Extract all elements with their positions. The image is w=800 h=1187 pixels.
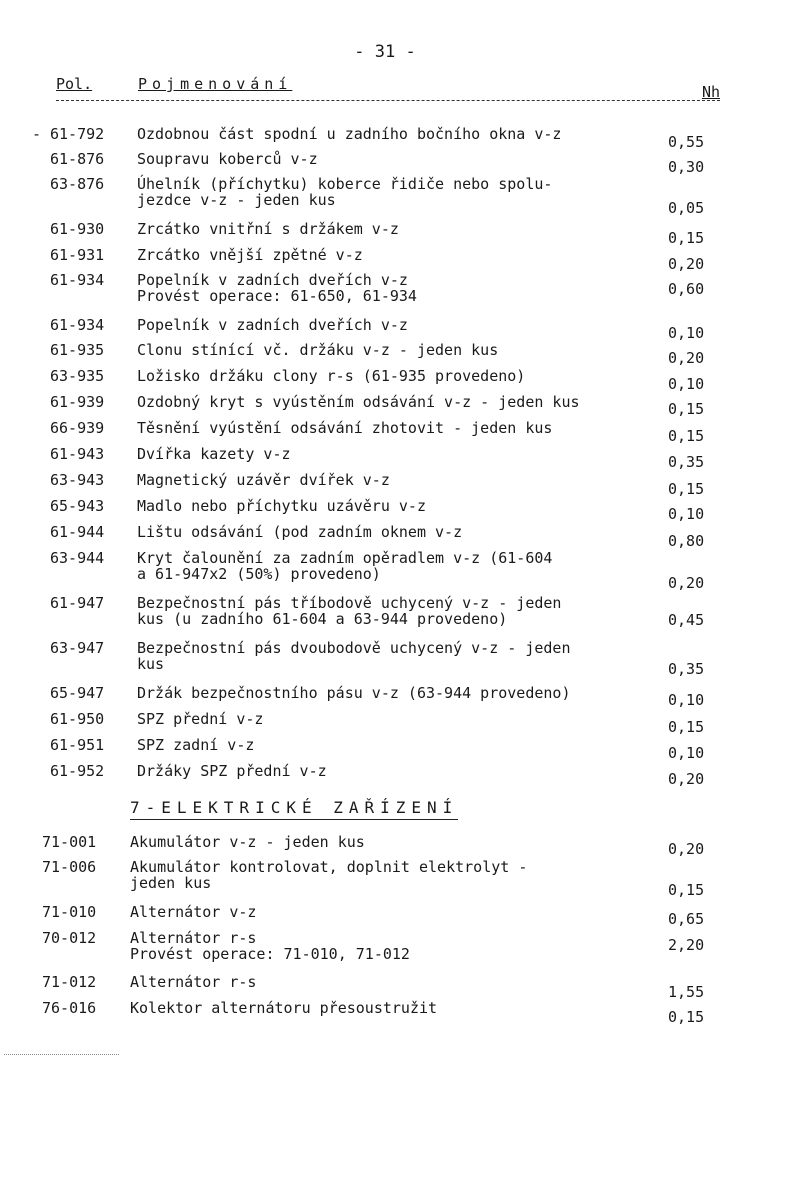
norm-hours: 0,10 bbox=[668, 691, 705, 709]
table-header bbox=[56, 76, 720, 101]
description-line: SPZ přední v-z bbox=[137, 710, 264, 728]
norm-hours: 0,20 bbox=[668, 840, 705, 858]
header-nh: Nh bbox=[701, 83, 720, 101]
item-code: 61-876 bbox=[50, 150, 105, 168]
norm-hours: 0,35 bbox=[668, 660, 705, 678]
item-code: 76-016 bbox=[42, 999, 97, 1017]
description-line: Alternátor r-s bbox=[130, 929, 257, 947]
item-description bbox=[137, 763, 677, 779]
norm-hours: 0,20 bbox=[668, 770, 705, 788]
header-name: Pojmenování bbox=[138, 75, 293, 93]
item-description bbox=[137, 272, 677, 304]
description-line: Provést operace: 71-010, 71-012 bbox=[130, 945, 410, 963]
description-line: Ložisko držáku clony r-s (61-935 provedeno) bbox=[137, 367, 526, 385]
item-code: 71-001 bbox=[42, 833, 97, 851]
norm-hours: 0,15 bbox=[668, 718, 705, 736]
item-description bbox=[137, 420, 677, 436]
description-line: Alternátor r-s bbox=[130, 973, 257, 991]
item-code: 61-934 bbox=[50, 271, 105, 289]
item-code: 71-010 bbox=[42, 903, 97, 921]
item-code: 65-943 bbox=[50, 497, 105, 515]
item-description bbox=[137, 247, 677, 263]
header-pol: Pol. bbox=[56, 75, 93, 93]
description-line: Ozdobný kryt s vyústěním odsávání v-z - jeden kus bbox=[137, 393, 580, 411]
item-code: 63-943 bbox=[50, 471, 105, 489]
item-description bbox=[137, 595, 677, 627]
item-description bbox=[137, 550, 677, 582]
item-code: 61-930 bbox=[50, 220, 105, 238]
item-code: 61-943 bbox=[50, 445, 105, 463]
item-description bbox=[137, 685, 677, 701]
item-description bbox=[137, 126, 677, 142]
norm-hours: 1,55 bbox=[668, 983, 705, 1001]
description-line: Soupravu koberců v-z bbox=[137, 150, 318, 168]
description-line: Kolektor alternátoru přesoustružit bbox=[130, 999, 438, 1017]
norm-hours: 0,15 bbox=[668, 229, 705, 247]
norm-hours: 2,20 bbox=[668, 936, 705, 954]
description-line: jeden kus bbox=[130, 874, 212, 892]
norm-hours: 0,15 bbox=[668, 480, 705, 498]
scan-artifact bbox=[4, 1054, 119, 1055]
item-code: 70-012 bbox=[42, 929, 97, 947]
item-code: 61-792 bbox=[50, 125, 105, 143]
description-line: Magnetický uzávěr dvířek v-z bbox=[137, 471, 390, 489]
description-line: a 61-947x2 (50%) provedeno) bbox=[137, 565, 381, 583]
description-line: Akumulátor v-z - jeden kus bbox=[130, 833, 365, 851]
item-code: 61-944 bbox=[50, 523, 105, 541]
norm-hours: 0,15 bbox=[668, 400, 705, 418]
item-description bbox=[137, 472, 677, 488]
norm-hours: 0,10 bbox=[668, 505, 705, 523]
norm-hours: 0,80 bbox=[668, 532, 705, 550]
description-line: Úhelník (příchytku) koberce řidiče nebo spolu- bbox=[137, 175, 553, 193]
description-line: Ozdobnou část spodní u zadního bočního okna v-z bbox=[137, 125, 562, 143]
item-code: 61-935 bbox=[50, 341, 105, 359]
item-code: 63-947 bbox=[50, 639, 105, 657]
description-line: Lištu odsávání (pod zadním oknem v-z bbox=[137, 523, 463, 541]
item-code: 65-947 bbox=[50, 684, 105, 702]
item-code: 61-947 bbox=[50, 594, 105, 612]
section-title bbox=[130, 800, 458, 816]
norm-hours: 0,10 bbox=[668, 375, 705, 393]
description-line: Kryt čalounění za zadním opěradlem v-z (61-604 bbox=[137, 549, 553, 567]
description-line: kus bbox=[137, 655, 165, 673]
margin-mark: - bbox=[32, 125, 42, 143]
description-line: Akumulátor kontrolovat, doplnit elektrolyt - bbox=[130, 858, 528, 876]
norm-hours: 0,10 bbox=[668, 324, 705, 342]
description-line: Těsnění vyústění odsávání zhotovit - jeden kus bbox=[137, 419, 553, 437]
section-title-text: 7-ELEKTRICKÉ ZAŘÍZENÍ bbox=[130, 798, 458, 820]
norm-hours: 0,55 bbox=[668, 133, 705, 151]
item-description bbox=[137, 368, 677, 384]
item-code: 61-951 bbox=[50, 736, 105, 754]
item-code: 61-939 bbox=[50, 393, 105, 411]
description-line: Popelník v zadních dveřích v-z bbox=[137, 271, 408, 289]
description-line: SPZ zadní v-z bbox=[137, 736, 255, 754]
description-line: Bezpečnostní pás tříbodově uchycený v-z - jeden bbox=[137, 594, 562, 612]
item-description bbox=[137, 446, 677, 462]
norm-hours: 0,15 bbox=[668, 881, 705, 899]
norm-hours: 0,30 bbox=[668, 158, 705, 176]
item-code: 61-952 bbox=[50, 762, 105, 780]
item-description bbox=[137, 394, 677, 410]
description-line: Zrcátko vnitřní s držákem v-z bbox=[137, 220, 399, 238]
norm-hours: 0,20 bbox=[668, 255, 705, 273]
norm-hours: 0,45 bbox=[668, 611, 705, 629]
norm-hours: 0,15 bbox=[668, 1008, 705, 1026]
description-line: Provést operace: 61-650, 61-934 bbox=[137, 287, 417, 305]
item-code: 71-006 bbox=[42, 858, 97, 876]
item-code: 66-939 bbox=[50, 419, 105, 437]
description-line: Dvířka kazety v-z bbox=[137, 445, 291, 463]
item-code: 63-935 bbox=[50, 367, 105, 385]
item-code: 61-931 bbox=[50, 246, 105, 264]
description-line: Bezpečnostní pás dvoubodově uchycený v-z - jeden bbox=[137, 639, 571, 657]
norm-hours: 0,20 bbox=[668, 574, 705, 592]
norm-hours: 0,15 bbox=[668, 427, 705, 445]
item-code: 63-876 bbox=[50, 175, 105, 193]
item-description bbox=[137, 176, 677, 208]
item-description bbox=[137, 498, 677, 514]
norm-hours: 0,60 bbox=[668, 280, 705, 298]
description-line: kus (u zadního 61-604 a 63-944 provedeno) bbox=[137, 610, 508, 628]
item-description bbox=[130, 974, 670, 990]
item-description bbox=[137, 737, 677, 753]
item-description bbox=[137, 711, 677, 727]
description-line: Zrcátko vnější zpětné v-z bbox=[137, 246, 363, 264]
item-description bbox=[130, 1000, 670, 1016]
item-description bbox=[137, 342, 677, 358]
page-number: - 31 - bbox=[354, 42, 416, 62]
item-code: 71-012 bbox=[42, 973, 97, 991]
item-description bbox=[137, 317, 677, 333]
item-code: 63-944 bbox=[50, 549, 105, 567]
item-code: 61-934 bbox=[50, 316, 105, 334]
norm-hours: 0,05 bbox=[668, 199, 705, 217]
item-description bbox=[137, 640, 677, 672]
item-code: 61-950 bbox=[50, 710, 105, 728]
item-description bbox=[137, 151, 677, 167]
item-description bbox=[137, 221, 677, 237]
norm-hours: 0,10 bbox=[668, 744, 705, 762]
norm-hours: 0,65 bbox=[668, 910, 705, 928]
description-line: Držáky SPZ přední v-z bbox=[137, 762, 327, 780]
description-line: Clonu stínící vč. držáku v-z - jeden kus bbox=[137, 341, 499, 359]
item-description bbox=[137, 524, 677, 540]
item-description bbox=[130, 930, 670, 962]
item-description bbox=[130, 859, 670, 891]
description-line: Popelník v zadních dveřích v-z bbox=[137, 316, 408, 334]
description-line: jezdce v-z - jeden kus bbox=[137, 191, 336, 209]
norm-hours: 0,35 bbox=[668, 453, 705, 471]
item-description bbox=[130, 834, 670, 850]
description-line: Madlo nebo příchytku uzávěru v-z bbox=[137, 497, 426, 515]
description-line: Držák bezpečnostního pásu v-z (63-944 provedeno) bbox=[137, 684, 571, 702]
description-line: Alternátor v-z bbox=[130, 903, 257, 921]
norm-hours: 0,20 bbox=[668, 349, 705, 367]
item-description bbox=[130, 904, 670, 920]
